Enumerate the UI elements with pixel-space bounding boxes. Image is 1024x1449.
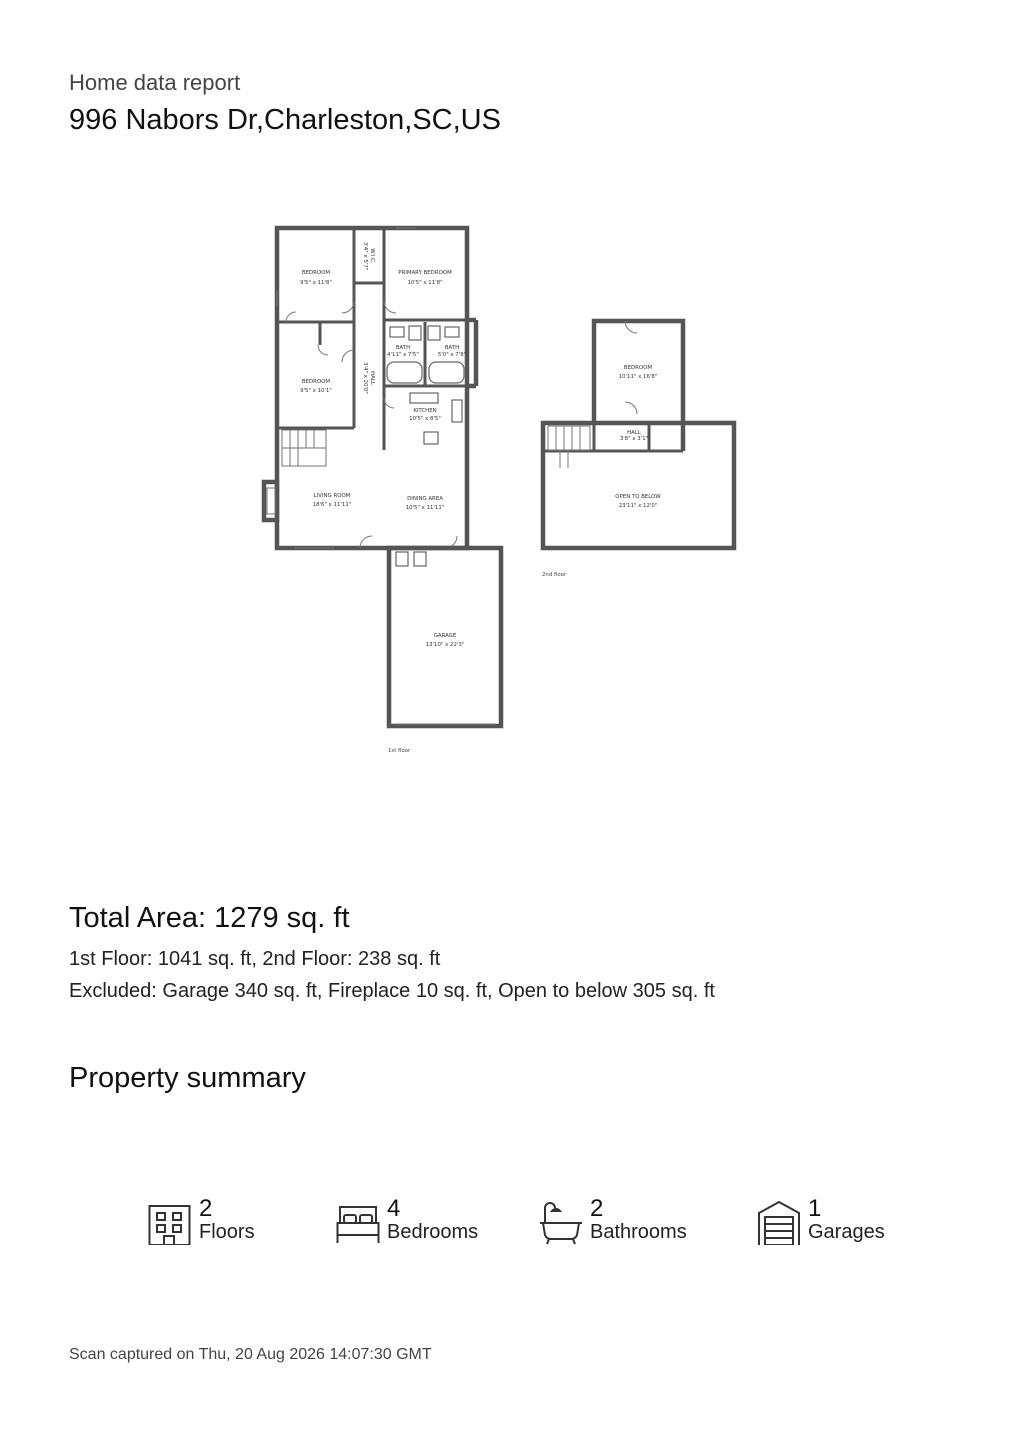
room-size: 10'5" x 11'11" [405, 505, 445, 511]
room-label: HALL [627, 430, 641, 436]
room-size: 10'11" x 16'8" [618, 374, 658, 380]
room-label: PRIMARY BEDROOM [398, 270, 452, 276]
room-label: GARAGE [433, 633, 457, 639]
room-size: 3'8" x 3'1" [619, 436, 649, 442]
first-floor-plan [264, 228, 501, 754]
total-area: Total Area: 1279 sq. ft [69, 902, 350, 934]
property-address: 996 Nabors Dr,Charleston,SC,US [69, 104, 501, 136]
room-size: 4'11" x 7'5" [387, 352, 419, 358]
stairs-icon [548, 426, 590, 468]
room-label: OPEN TO BELOW [615, 494, 661, 500]
report-subtitle: Home data report [69, 70, 241, 95]
floor-plan [0, 200, 1024, 780]
stat-label: Garages [808, 1221, 885, 1243]
stat-value: 4 [387, 1195, 401, 1222]
room-label: DINING AREA [407, 496, 443, 502]
room-label: KITCHEN [413, 408, 437, 414]
floor-areas: 1st Floor: 1041 sq. ft, 2nd Floor: 238 sq. ft [69, 948, 441, 970]
room-label: BATH [395, 345, 411, 351]
room-size: 3'4" x 20'0" [362, 362, 368, 394]
room-size: 13'10" x 22'3" [425, 642, 465, 648]
room-label: HALL [369, 371, 375, 385]
building-icon [148, 1199, 192, 1245]
garage-icon [757, 1199, 801, 1245]
excluded-areas: Excluded: Garage 340 sq. ft, Fireplace 10 sq. ft, Open to below 305 sq. ft [69, 980, 715, 1002]
room-size: 23'11" x 12'0" [618, 503, 658, 509]
stat-label: Bedrooms [387, 1221, 479, 1243]
room-size: 5'0" x 7'8" [437, 352, 467, 358]
room-size: 18'6" x 11'11" [312, 502, 352, 508]
first-floor-label: 1st floor [388, 748, 411, 754]
room-label: W.I.C. [369, 248, 375, 264]
stat-value: 1 [808, 1195, 822, 1222]
stat-value: 2 [590, 1195, 604, 1222]
room-label: LIVING ROOM [313, 493, 351, 499]
stat-label: Bathrooms [590, 1221, 687, 1243]
second-floor-label: 2nd floor [542, 572, 567, 578]
stat-value: 2 [199, 1195, 213, 1222]
second-floor-plan [542, 321, 734, 578]
room-size: 9'5" x 11'8" [300, 280, 332, 286]
room-size: 10'5" x 11'8" [407, 280, 443, 286]
stairs-icon [282, 430, 326, 466]
property-summary-title: Property summary [69, 1062, 306, 1094]
bed-icon [336, 1199, 380, 1245]
room-size: 3'4" x 5'7" [362, 241, 368, 271]
room-label: BATH [444, 345, 460, 351]
bathtub-icon [539, 1199, 583, 1245]
scan-timestamp: Scan captured on Thu, 20 Aug 2026 14:07:30 GMT [69, 1346, 432, 1363]
stat-label: Floors [199, 1221, 255, 1243]
room-label: BEDROOM [623, 365, 653, 371]
room-label: BEDROOM [301, 270, 331, 276]
room-label: BEDROOM [301, 379, 331, 385]
room-size: 9'5" x 10'1" [300, 388, 332, 394]
room-size: 10'5" x 8'5" [409, 416, 441, 422]
